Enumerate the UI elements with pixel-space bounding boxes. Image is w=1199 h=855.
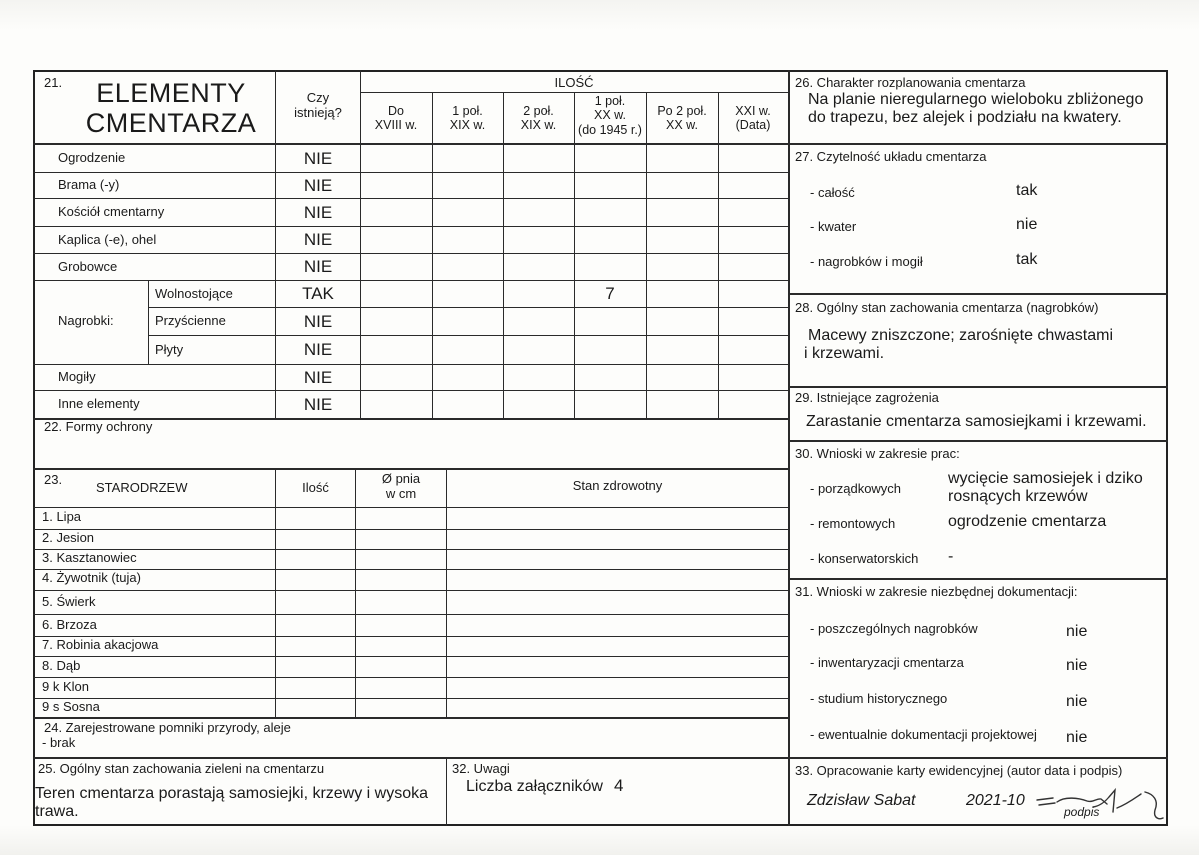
element-row-label: Płyty — [155, 341, 184, 357]
element-exists-value: NIE — [303, 257, 333, 276]
period-header-line2: XIX w. — [520, 118, 557, 133]
card-date: 2021-10 — [966, 792, 1025, 809]
health-header: Stan zdrowotny — [572, 478, 663, 493]
period-header-line2: (Data) — [735, 118, 771, 133]
tree-item: 5. Świerk — [42, 594, 96, 609]
section-28-label: 28. Ogólny stan zachowania cmentarza (nagrobków) — [795, 300, 1099, 315]
element-row-label: Ogrodzenie — [58, 150, 126, 165]
form-frame — [33, 70, 1168, 826]
section-29-label: 29. Istniejące zagrożenia — [795, 390, 939, 405]
section-30-label: 30. Wnioski w zakresie prac: — [795, 446, 960, 461]
documentation-item-value: nie — [1066, 657, 1088, 674]
section-28-value-line2: i krzewami. — [804, 345, 885, 362]
element-exists-value: NIE — [303, 394, 333, 414]
tree-item: 6. Brzoza — [42, 617, 97, 632]
work-item-value-line1: - — [948, 548, 954, 565]
section-25-value-line2: trawa. — [35, 803, 79, 820]
section-27-label: 27. Czytelność układu cmentarza — [795, 149, 987, 164]
work-item-value-line1: wycięcie samosiejek i dziko — [948, 470, 1143, 487]
legibility-item-label: - całość — [810, 185, 855, 200]
documentation-item-value: nie — [1066, 729, 1088, 746]
attachments-count: 4 — [614, 776, 624, 795]
ilosc-header: ILOŚĆ — [554, 75, 594, 90]
section-26-value-line2: do trapezu, bez alejek i podziału na kwatery. — [808, 109, 1122, 126]
section-22-label: 22. Formy ochrony — [44, 419, 153, 434]
work-item-value-line2: rosnących krzewów — [948, 488, 1088, 505]
period-header-line3: (do 1945 r.) — [578, 122, 642, 137]
period-header-line2: XIX w. — [449, 118, 486, 133]
section-23-number: 23. — [44, 472, 63, 487]
signature-caption: podpis — [1064, 805, 1100, 819]
element-row-label: Wolnostojące — [155, 285, 233, 301]
tree-item: 2. Jesion — [42, 530, 95, 545]
element-exists-value: NIE — [303, 311, 333, 331]
period-header-0 — [360, 104, 432, 133]
legibility-item-label: - kwater — [810, 219, 857, 234]
documentation-item-label: - inwentaryzacji cmentarza — [810, 655, 964, 670]
period-header-line1: 2 poł. — [523, 104, 554, 118]
section-25-label: 25. Ogólny stan zachowania zieleni na cmentarzu — [38, 761, 325, 776]
documentation-item-label: - poszczególnych nagrobków — [810, 621, 978, 636]
tree-item: 4. Żywotnik (tuja) — [42, 570, 141, 585]
section-26-label: 26. Charakter rozplanowania cmentarza — [795, 75, 1026, 90]
element-exists-value: NIE — [303, 367, 333, 387]
element-row-label: Inne elementy — [58, 396, 140, 411]
attachments-label: Liczba załączników — [466, 778, 603, 795]
section-21-number: 21. — [44, 75, 63, 90]
author-name: Zdzisław Sabat — [807, 792, 916, 809]
section-25-value-line1: Teren cmentarza porastają samosiejki, krzewy i wysoka — [35, 785, 429, 802]
starodrzew-title: STARODRZEW — [96, 480, 188, 495]
legibility-item-label: - nagrobków i mogił — [810, 254, 923, 269]
period-header-line2: XX w. — [594, 108, 626, 123]
trees-ilosc-header: Ilość — [302, 480, 329, 495]
section-33-label: 33. Opracowanie karty ewidencyjnej (autor data i podpis) — [795, 763, 1123, 778]
period-header-5 — [718, 104, 788, 133]
element-row-label: Kaplica (-e), ohel — [58, 231, 157, 247]
section-29-value: Zarastanie cmentarza samosiejkami i krzewami. — [806, 413, 1147, 430]
period-header-line1: Do — [388, 104, 404, 118]
period-header-line1: XXI w. — [735, 104, 771, 118]
handwritten-signature — [1035, 788, 1165, 822]
element-row-label: Kościół cmentarny — [58, 204, 165, 219]
element-exists-value: NIE — [303, 202, 333, 222]
legibility-item-value: tak — [1016, 251, 1038, 268]
work-item-value-line1: ogrodzenie cmentarza — [948, 513, 1107, 530]
element-exists-value: NIE — [303, 175, 333, 195]
period-header-2 — [503, 104, 574, 133]
nagrobki-label: Nagrobki: — [58, 313, 114, 328]
element-row-label: Brama (-y) — [58, 177, 120, 192]
element-row-label: Mogiły — [58, 369, 96, 384]
tree-item: 7. Robinia akacjowa — [42, 637, 159, 652]
work-item-label: - remontowych — [810, 516, 896, 531]
documentation-item-value: nie — [1066, 623, 1088, 640]
work-item-label: - porządkowych — [810, 481, 902, 496]
period-header-line1: 1 poł. — [452, 104, 483, 118]
element-exists-value: TAK — [302, 284, 334, 303]
tree-item: 1. Lipa — [42, 509, 82, 524]
section-24-value: - brak — [42, 735, 76, 750]
period-header-4 — [646, 104, 718, 133]
section-24-label: 24. Zarejestrowane pomniki przyrody, aleje — [44, 720, 291, 735]
element-row-label: Przyścienne — [155, 313, 226, 328]
section-28-value-line1: Macewy zniszczone; zarośnięte chwastami — [808, 327, 1114, 344]
element-count: 7 — [605, 284, 615, 303]
documentation-item-label: - ewentualnie dokumentacji projektowej — [810, 727, 1037, 742]
element-exists-value: NIE — [303, 230, 333, 249]
section-21-title: ELEMENTY CMENTARZA — [85, 78, 257, 138]
period-header-line1: Po 2 poł. — [657, 104, 707, 118]
section-26-value-line1: Na planie nieregularnego wieloboku zbliżonego — [808, 91, 1144, 108]
tree-item: 3. Kasztanowiec — [42, 550, 137, 565]
element-exists-value: NIE — [303, 340, 333, 359]
tree-item: 9 s Sosna — [42, 699, 100, 714]
period-header-line2: XX w. — [666, 118, 698, 133]
tree-item: 8. Dąb — [42, 658, 81, 673]
documentation-item-label: - studium historycznego — [810, 691, 948, 706]
section-32-label: 32. Uwagi — [452, 761, 510, 776]
legibility-item-value: tak — [1016, 182, 1038, 199]
trunk-diameter-header: Ø pnia w cm — [381, 471, 421, 501]
legibility-item-value: nie — [1016, 216, 1038, 233]
work-item-label: - konserwatorskich — [810, 551, 919, 566]
period-header-3 — [574, 94, 646, 137]
period-header-1 — [432, 104, 503, 133]
element-exists-value: NIE — [303, 148, 333, 168]
period-header-line2: XVIII w. — [374, 118, 418, 133]
tree-item: 9 k Klon — [42, 679, 89, 694]
element-row-label: Grobowce — [58, 258, 118, 274]
exists-header: Czy istnieją? — [294, 90, 342, 120]
section-31-label: 31. Wnioski w zakresie niezbędnej dokumentacji: — [795, 584, 1078, 599]
period-header-line1: 1 poł. — [594, 94, 626, 108]
documentation-item-value: nie — [1066, 693, 1088, 710]
